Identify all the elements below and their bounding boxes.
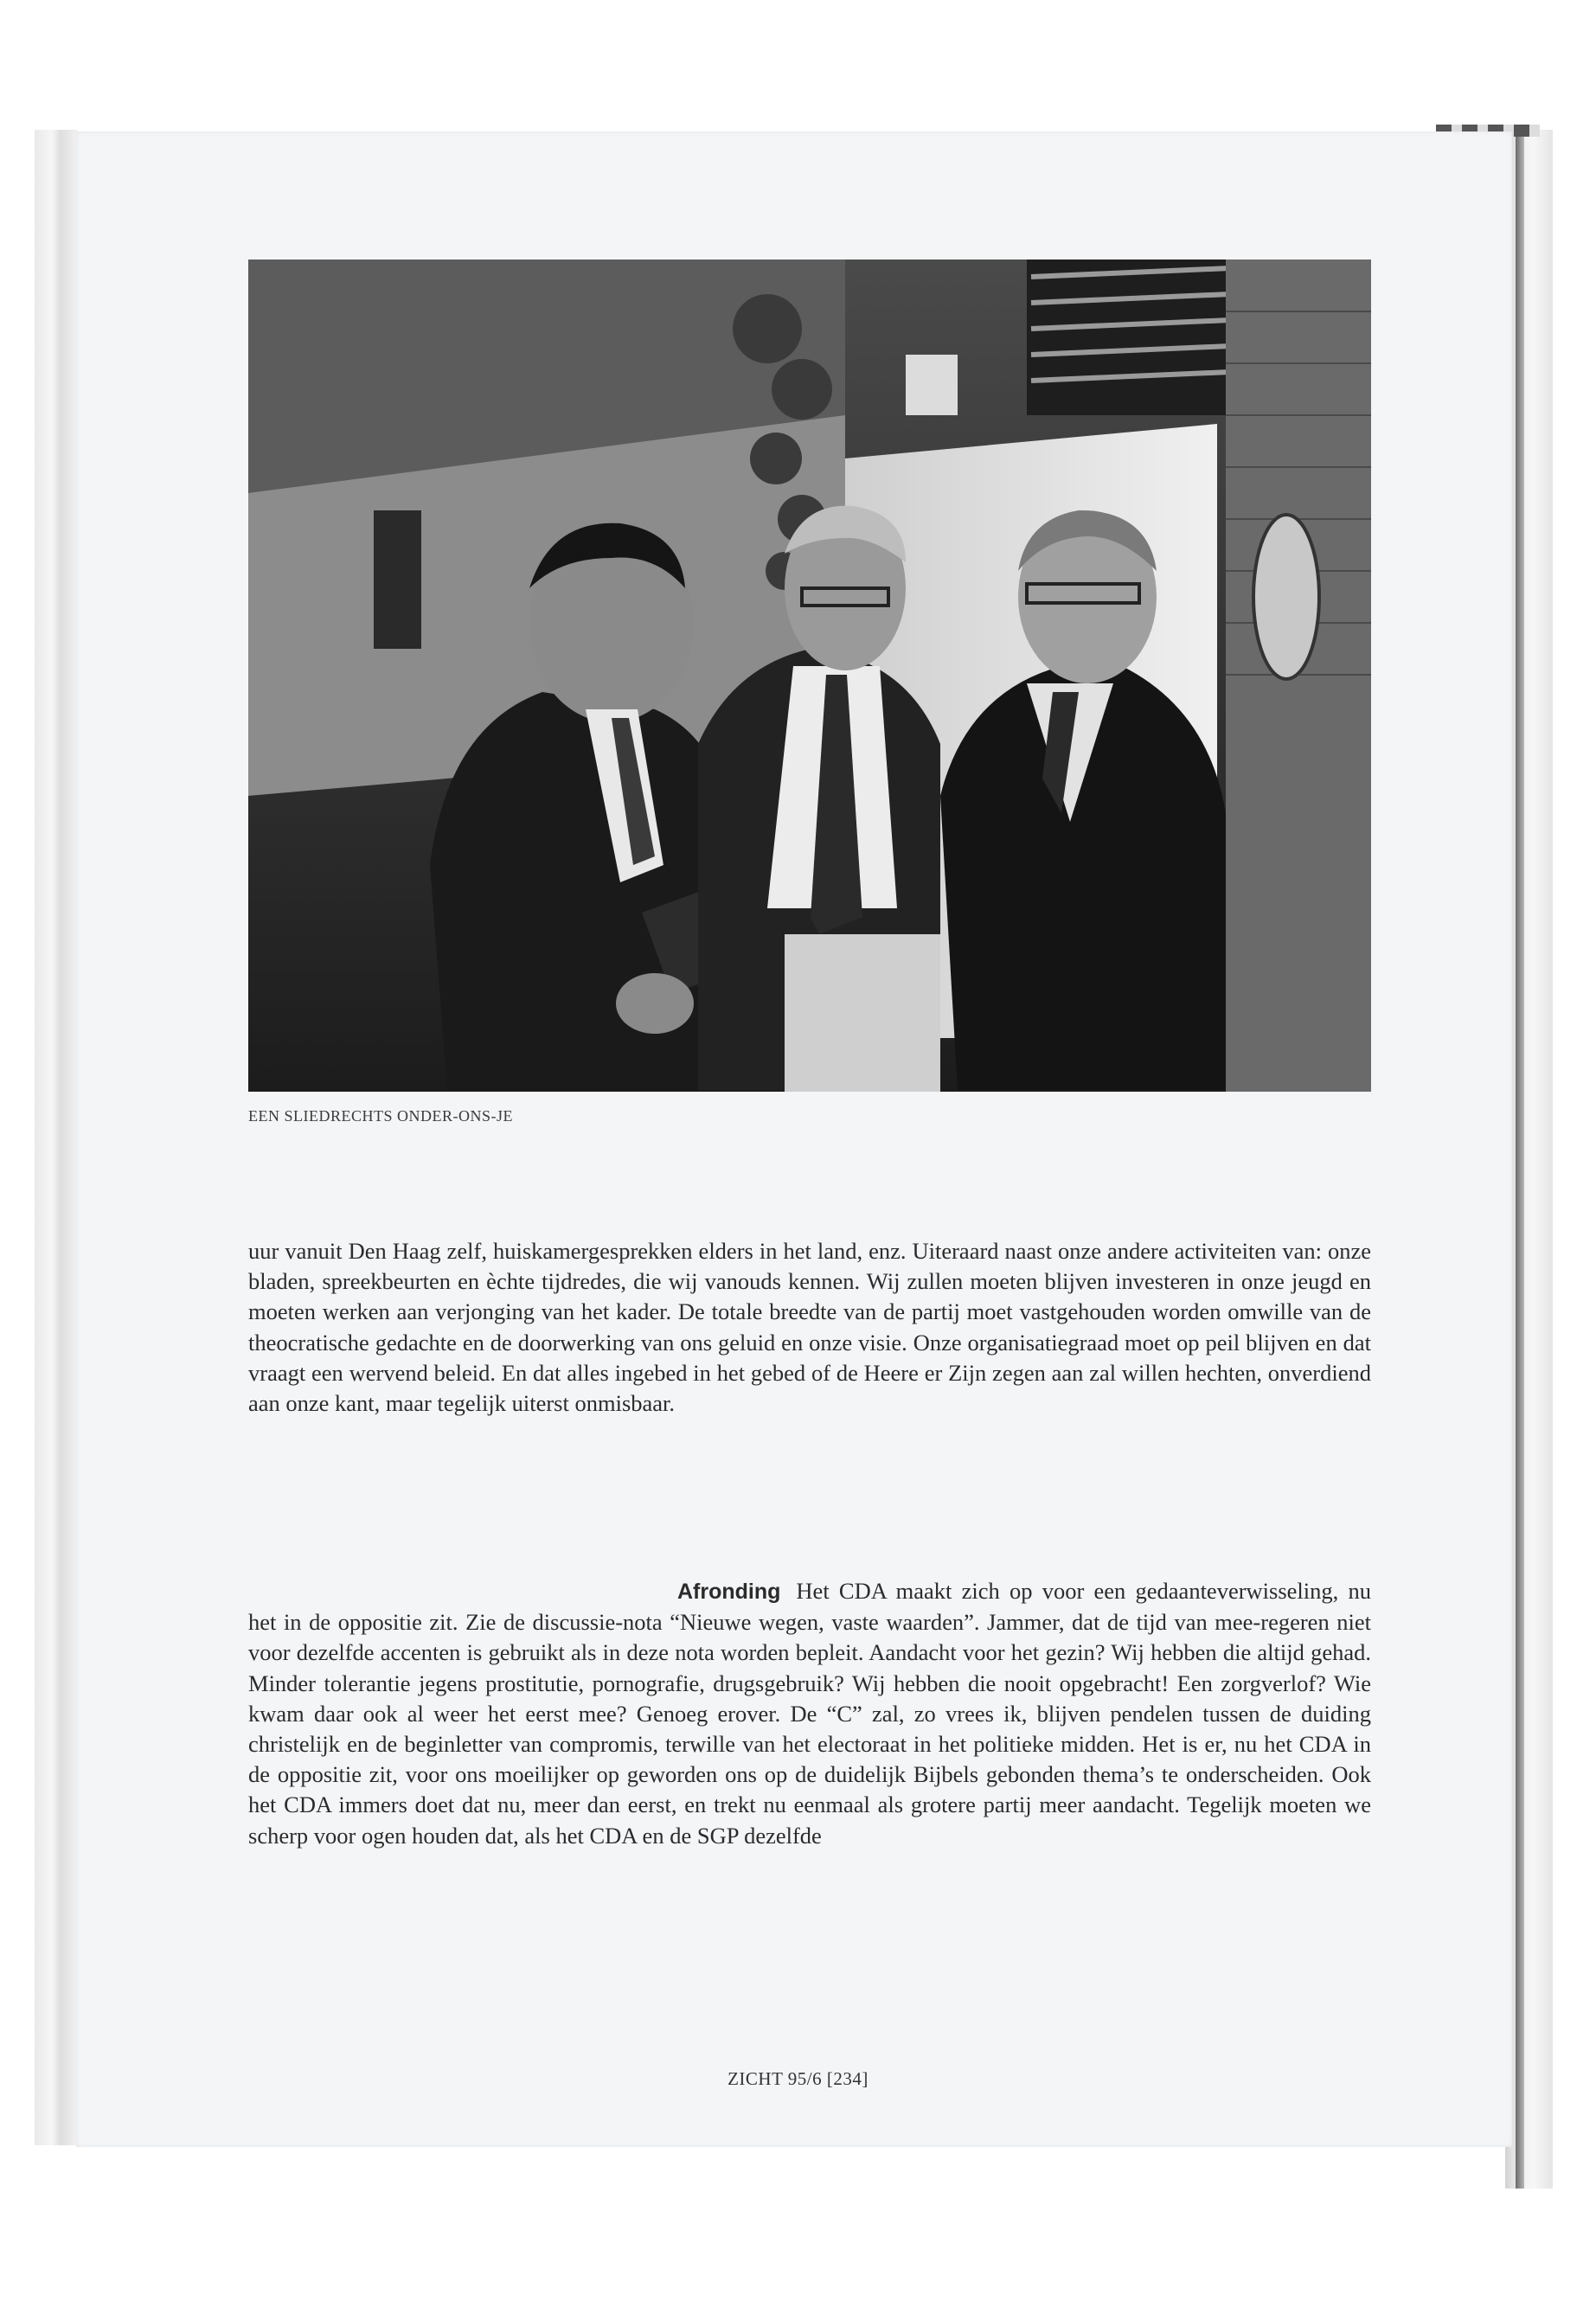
book-spine-shadow: [1516, 130, 1524, 2189]
photo-three-men: [248, 260, 1371, 1092]
body-paragraph-2: [248, 1576, 1371, 1851]
photo-caption: EEN SLIEDRECHTS ONDER-ONS-JE: [248, 1107, 513, 1125]
section-heading: Afronding: [677, 1580, 781, 1604]
black-and-white-photo-three-men-icon: [248, 260, 1371, 1092]
page-folio: ZICHT 95/6 [234]: [727, 2068, 869, 2089]
book-edge-right: [1505, 130, 1553, 2189]
body-paragraph-1: uur vanuit Den Haag zelf, huiskamergesprekken elders in het land, enz. Uiteraard naast onze andere activiteiten van: onze bladen, spreekbeurten en èchte tijdredes, die wij vanouds kennen. Wij zullen moeten blijven investeren in onze jeugd en moeten werken aan verjonging van het kader. De totale breedte van de partij moet vastgehouden worden omwille van de theocratische gedachte en de doorwerking van ons geluid en onze visie. Onze organisatiegraad moet op peil blijven en dat vraagt een wervend beleid. En dat alles ingebed in het gebed of de Heere er Zijn zegen aan zal willen hechten, onverdiend aan onze kant, maar tegelijk uiterst onmisbaar.: [248, 1238, 1371, 1417]
body-paragraph-2-text: Het CDA maakt zich op voor een gedaanteverwisseling, nu het in de oppositie zit. Zie de discussie-nota “Nieuwe wegen, vaste waarden”. Jammer, dat de tijd van mee-regeren niet voor dezelfde accenten is gebruikt als in deze nota worden bepleit. Aandacht voor het gezin? Wij hebben die altijd gehad. Minder tolerantie jegens prostitutie, pornografie, drugsgebruik? Wij hebben die nooit opgebracht! Een zorgverlof? Wie kwam daar ook al weer het eerst mee? Genoeg erover. De “C” zal, zo vrees ik, blijven pendelen tussen de duiding christelijk en de beginletter van compromis, terwille van het electoraat in het politieke midden. Het is er, nu het CDA in de oppositie zit, voor ons moeilijker op geworden ons op de duidelijk Bijbels gebonden thema’s te onderscheiden. Ook het CDA immers doet dat nu, meer dan eerst, en trekt nu eenmaal als grotere partij meer aandacht. Tegelijk moeten we scherp voor ogen houden dat, als het CDA en de SGP dezelfde: [248, 1578, 1371, 1849]
book-edge-left: [35, 130, 78, 2145]
